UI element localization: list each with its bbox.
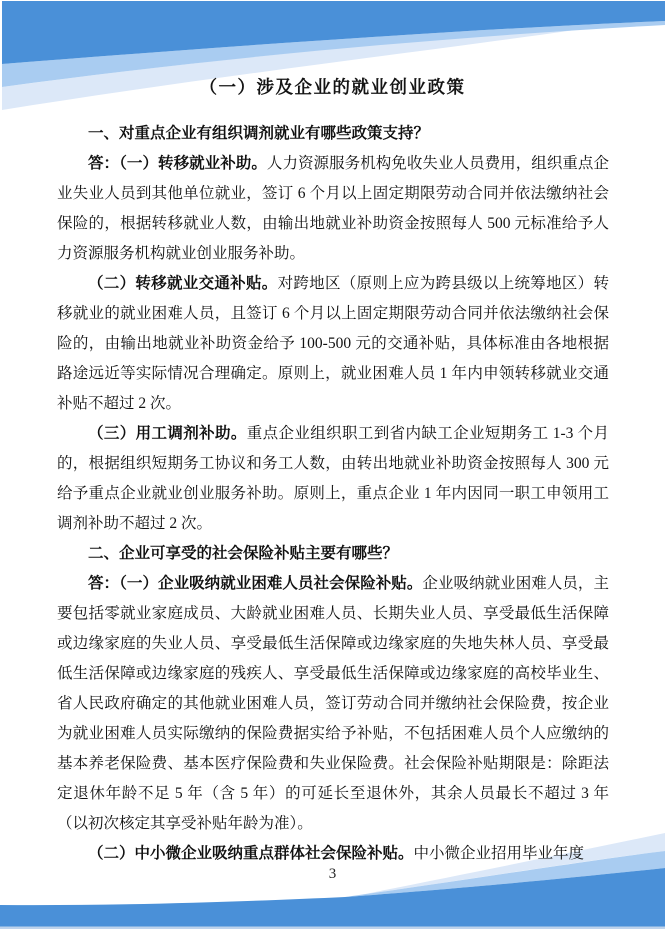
- paragraph-answer-4: [57, 569, 609, 839]
- answer-3-lead: （三）用工调剂补助。: [88, 425, 247, 442]
- page-title: （一）涉及企业的就业创业政策: [199, 77, 466, 97]
- answer-1-lead: 答：（一）转移就业补助。: [88, 155, 267, 172]
- page-number: 3: [328, 866, 337, 882]
- question-2: [57, 539, 609, 569]
- answer-3-text: 重点企业组织职工到省内缺工企业短期务工 1-3 个月的，根据组织短期务工协议和务工人数，由转出地就业补助资金按照每人 300 元给予重点企业就业创业服务补助。原则上，重点企业 1 年内因同一职工申领用工调剂补助不超过 2 次。: [57, 425, 609, 532]
- answer-4-lead: 答：（一）企业吸纳就业困难人员社会保险补贴。: [88, 575, 423, 592]
- paragraph-answer-1: [57, 149, 609, 269]
- answer-5-text: 中小微企业招用毕业年度: [413, 845, 585, 862]
- question-1: [57, 119, 609, 149]
- document-body: [57, 119, 609, 869]
- answer-2-lead: （二）转移就业交通补贴。: [88, 275, 278, 292]
- question-2-text: 二、企业可享受的社会保险补贴主要有哪些？: [88, 545, 399, 562]
- question-1-text: 一、对重点企业有组织调剂就业有哪些政策支持？: [88, 125, 430, 142]
- answer-5-lead: （二）中小微企业吸纳重点群体社会保险补贴。: [88, 845, 414, 862]
- answer-4-text: 企业吸纳就业困难人员，主要包括零就业家庭成员、大龄就业困难人员、长期失业人员、享受最低生活保障或边缘家庭的失业人员、享受最低生活保障或边缘家庭的失地失林人员、享受最低生活保障或边缘家庭的残疾人、享受最低生活保障或边缘家庭的高校毕业生、省人民政府确定的其他就业困难人员，签订劳动合同并缴纳社会保险费，按企业为就业困难人员实际缴纳的保险费据实给予补贴，不包括困难人员个人应缴纳的基本养老保险费、基本医疗保险费和失业保险费。社会保险补贴期限是：除距法定退休年龄不足 5 年（含 5 年）的可延长至退休外，其余人员最长不超过 3 年（以初次核定其享受补贴年龄为准）。: [57, 575, 609, 832]
- paragraph-answer-3: [57, 419, 609, 539]
- answer-2-text: 对跨地区（原则上应为跨县级以上统筹地区）转移就业的就业困难人员，且签订 6 个月以上固定期限劳动合同并依法缴纳社会保险的，由输出地就业补助资金给予 100-500 元的交通补贴，具体标准由各地根据路途远近等实际情况合理确定。原则上，就业困难人员 1 年内申领转移就业交通补贴不超过 2 次。: [57, 275, 609, 412]
- paragraph-answer-5: [57, 839, 609, 869]
- answer-1-text: 人力资源服务机构免收失业人员费用，组织重点企业失业人员到其他单位就业，签订 6 个月以上固定期限劳动合同并依法缴纳社会保险的，根据转移就业人数，由输出地就业补助资金按照每人 500 元标准给予人力资源服务机构就业创业服务补助。: [57, 155, 609, 262]
- paragraph-answer-2: [57, 269, 609, 419]
